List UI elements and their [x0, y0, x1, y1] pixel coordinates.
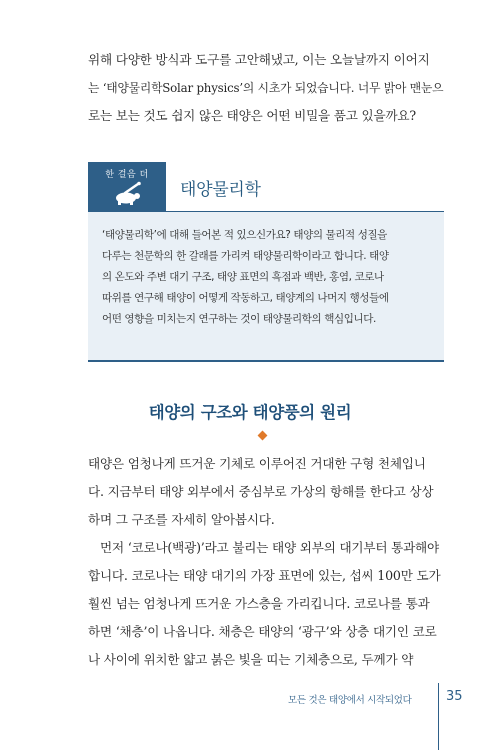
badge-label: 한 걸음 더 — [105, 170, 149, 180]
callout-body — [88, 212, 444, 362]
callout-line: 다루는 천문학의 한 갈래를 가리켜 태양물리학이라고 합니다. 태양 — [102, 250, 389, 262]
text-line: 나 사이에 위치한 얇고 붉은 빛을 띠는 기체층으로, 두께가 약 — [88, 652, 414, 667]
text-line: 위해 다양한 방식과 도구를 고안해냈고, 이는 오늘날까지 이어지 — [88, 52, 430, 67]
text-line: 먼저 ‘코로나(백광)’라고 불리는 태양 외부의 대기부터 통과해야 — [100, 540, 439, 555]
turtle-telescope-icon — [111, 181, 145, 207]
callout-line: 의 온도와 주변 대기 구조, 태양 표면의 흑점과 백반, 홍염, 코로나 — [102, 271, 384, 283]
callout-title: 태양물리학 — [180, 180, 261, 200]
text-line: 하며 그 구조를 자세히 알아봅시다. — [88, 512, 275, 527]
intro-paragraph — [88, 46, 445, 130]
text-line: 합니다. 코로나는 태양 대기의 가장 표면에 있는, 섭씨 100만 도가 — [88, 568, 441, 583]
callout-box — [88, 162, 444, 362]
diamond-ornament-icon — [258, 431, 268, 441]
callout-line: ‘태양물리학’에 대해 들어본 적 있으신가요? 태양의 물리적 성질을 — [102, 229, 387, 241]
page-number: 35 — [446, 689, 463, 704]
callout-badge — [88, 162, 166, 212]
text-line: 하면 ‘채층’이 나옵니다. 채층은 태양의 ‘광구’와 상층 대기인 코로 — [88, 624, 437, 639]
callout-line: 따위를 연구해 태양이 어떻게 작동하고, 태양계의 나머지 행성들에 — [102, 292, 389, 304]
text-line: 로는 보는 것도 쉽지 않은 태양은 어떤 비밀을 품고 있을까요? — [88, 108, 416, 123]
running-title: 모든 것은 태양에서 시작되었다 — [288, 695, 412, 706]
callout-text — [102, 225, 432, 330]
text-line: 훨씬 넘는 엄청나게 뜨거운 가스층을 가리킵니다. 코로나를 통과 — [88, 596, 430, 611]
section-heading: 태양의 구조와 태양풍의 원리 — [148, 403, 352, 422]
body-paragraph — [88, 450, 445, 534]
callout-header — [88, 162, 444, 212]
footer-divider — [438, 683, 439, 750]
text-line: 태양은 엄청나게 뜨거운 기체로 이루어진 거대한 구형 천체입니 — [88, 456, 426, 471]
text-line: 는 ‘태양물리학Solar physics’의 시초가 되었습니다. 너무 밝아 맨눈으 — [88, 81, 444, 95]
body-paragraph — [88, 534, 445, 674]
callout-line: 어떤 영향을 미치는지 연구하는 것이 태양물리학의 핵심입니다. — [102, 313, 376, 325]
text-line: 다. 지금부터 태양 외부에서 중심부로 가상의 항해를 한다고 상상 — [88, 484, 434, 499]
